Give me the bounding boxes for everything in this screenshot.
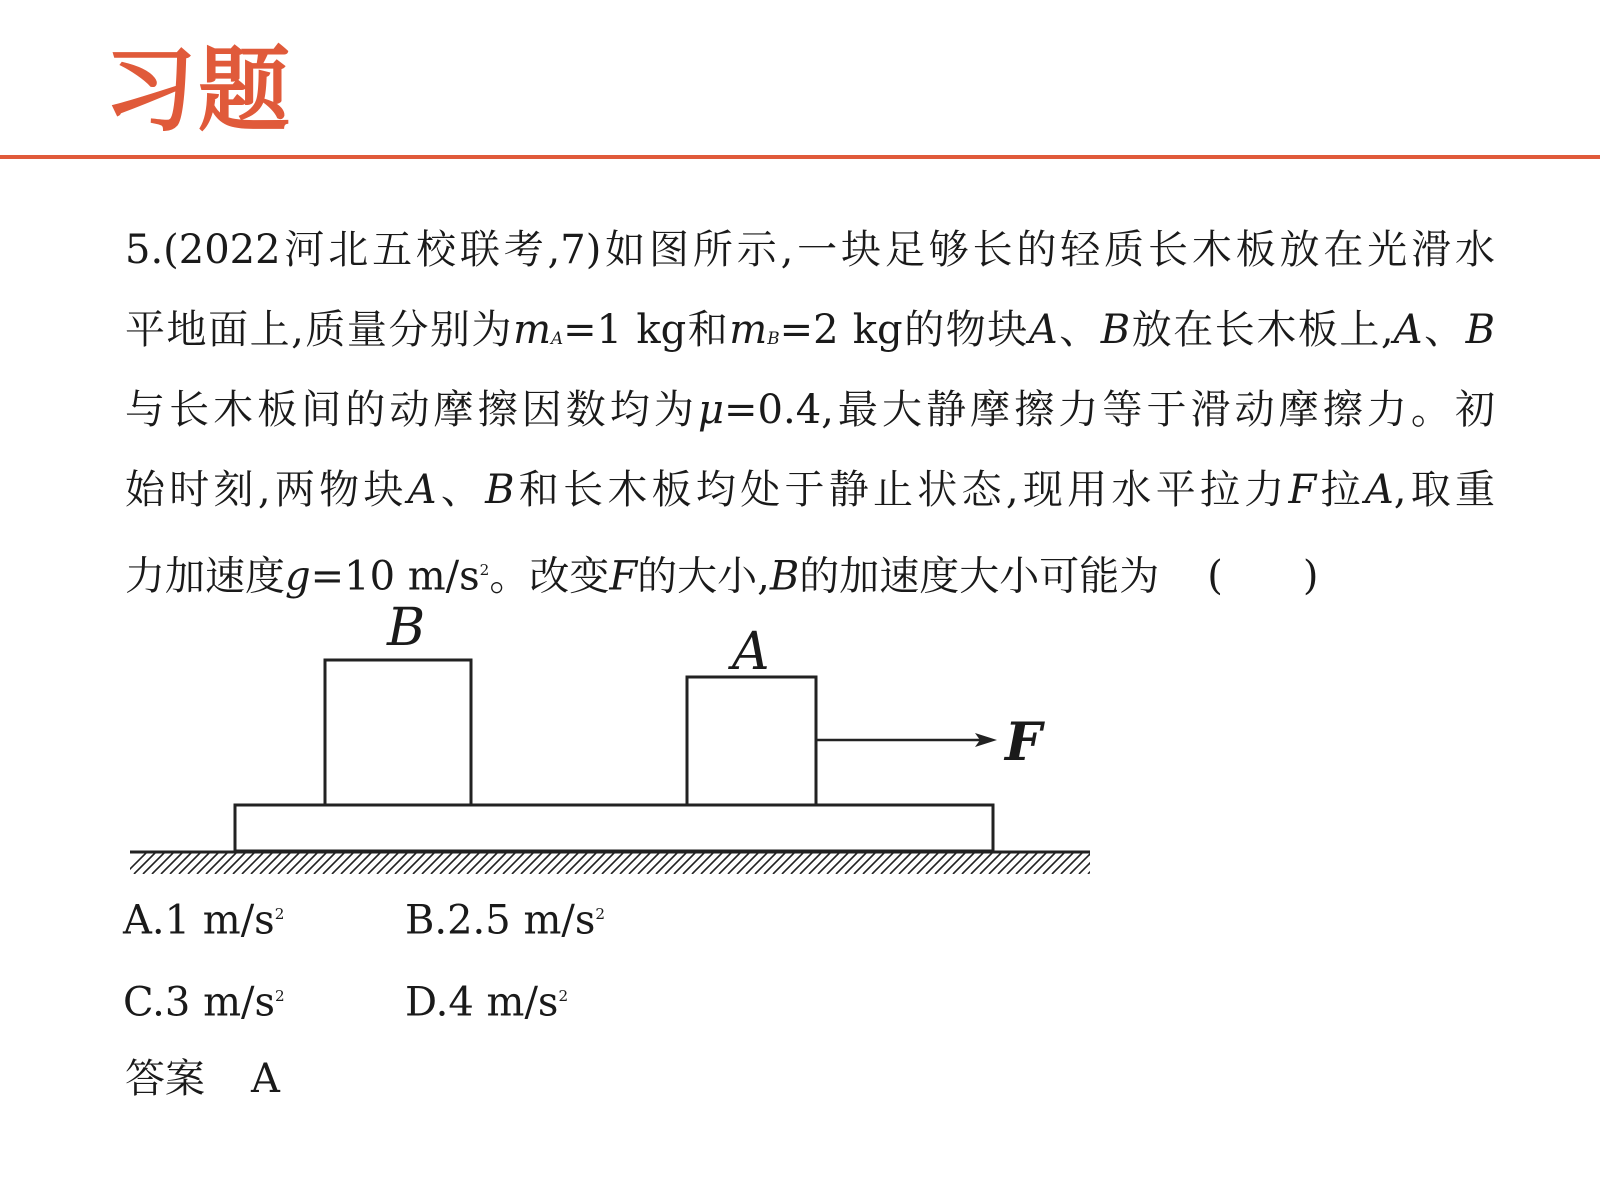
hatch-stroke <box>881 852 903 874</box>
option-letter: D. <box>405 979 449 1026</box>
physics-diagram <box>125 590 1105 890</box>
answer-line <box>125 1055 280 1103</box>
hatch-stroke <box>161 852 183 874</box>
hatch-stroke <box>593 852 615 874</box>
question-text <box>125 210 1495 610</box>
text-segment: 、 <box>436 467 486 513</box>
long-board <box>235 805 993 851</box>
answer-value: A <box>251 1056 280 1102</box>
hatch-stroke <box>233 852 255 874</box>
mass-subscript-b: B <box>767 327 780 348</box>
hatch-stroke <box>638 852 660 874</box>
exponent: 2 <box>275 987 285 1005</box>
hatch-stroke <box>989 852 1011 874</box>
hatch-stroke <box>512 852 534 874</box>
hatch-stroke <box>683 852 705 874</box>
hatch-stroke <box>710 852 732 874</box>
hatch-stroke <box>386 852 408 874</box>
hatch-stroke <box>395 852 417 874</box>
option-d <box>405 972 568 1026</box>
hatch-stroke <box>764 852 786 874</box>
hatch-stroke <box>1070 852 1092 874</box>
option-letter: A. <box>123 897 165 944</box>
hatch-stroke <box>197 852 219 874</box>
text-segment: 力加速度 <box>125 553 285 600</box>
option-value: 1 m/s <box>164 897 275 944</box>
variable-b: B <box>1465 307 1496 353</box>
block-b <box>325 660 471 805</box>
hatch-stroke <box>692 852 714 874</box>
exponent: 2 <box>274 905 285 923</box>
text-segment: 、 <box>1057 307 1101 353</box>
hatch-stroke <box>629 852 651 874</box>
hatch-stroke <box>476 852 498 874</box>
hatch-stroke <box>575 852 597 874</box>
hatch-stroke <box>1052 852 1074 874</box>
question-line-4 <box>125 450 1495 530</box>
option-value: 2.5 m/s <box>447 897 596 944</box>
text-segment: 。改变 <box>489 553 610 600</box>
hatch-stroke <box>503 852 525 874</box>
exponent: 2 <box>558 987 569 1005</box>
variable-a: A <box>1028 307 1058 353</box>
hatch-stroke <box>674 852 696 874</box>
text-segment: ,取重 <box>1393 467 1496 513</box>
hatch-stroke <box>485 852 507 874</box>
hatch-stroke <box>854 852 876 874</box>
hatch-stroke <box>782 852 804 874</box>
text-segment: 的加速度大小可能为 <box>799 553 1160 600</box>
hatch-stroke <box>170 852 192 874</box>
hatch-stroke <box>800 852 822 874</box>
hatch-stroke <box>269 852 291 874</box>
text-segment: =1 kg和 <box>563 307 730 353</box>
question-line-3 <box>125 370 1495 450</box>
hatch-stroke <box>1025 852 1047 874</box>
text-segment: =2 kg的物块 <box>779 307 1029 353</box>
force-symbol: F <box>1288 467 1317 513</box>
hatch-stroke <box>926 852 948 874</box>
hatch-stroke <box>809 852 831 874</box>
mass-symbol-a: m <box>513 307 552 353</box>
hatch-stroke <box>260 852 282 874</box>
hatch-stroke <box>422 852 444 874</box>
hatch-stroke <box>737 852 759 874</box>
hatch-stroke <box>971 852 993 874</box>
question-line-1: 5.(2022河北五校联考,7)如图所示,一块足够长的轻质长木板放在光滑水 <box>125 227 1495 273</box>
hatch-stroke <box>728 852 750 874</box>
hatch-stroke <box>602 852 624 874</box>
hatch-stroke <box>1034 852 1056 874</box>
text-segment: 放在长木板上, <box>1130 307 1394 353</box>
hatch-stroke <box>530 852 552 874</box>
gravity-symbol: g <box>285 553 311 600</box>
hatch-stroke <box>521 852 543 874</box>
variable-a: A <box>1364 467 1394 513</box>
hatch-stroke <box>872 852 894 874</box>
hatch-stroke <box>323 852 345 874</box>
hatch-stroke <box>557 852 579 874</box>
hatch-stroke <box>278 852 300 874</box>
hatch-stroke <box>755 852 777 874</box>
hatch-stroke <box>836 852 858 874</box>
hatch-stroke <box>494 852 516 874</box>
hatch-stroke <box>341 852 363 874</box>
hatch-stroke <box>584 852 606 874</box>
option-letter: C. <box>123 979 165 1026</box>
hatch-stroke <box>980 852 1002 874</box>
hatch-stroke <box>665 852 687 874</box>
hatch-stroke <box>152 852 174 874</box>
hatch-stroke <box>332 852 354 874</box>
answer-blank-parentheses: ( ) <box>1207 553 1319 600</box>
variable-a: A <box>407 467 437 513</box>
title-divider <box>0 155 1600 159</box>
hatch-stroke <box>188 852 210 874</box>
friction-coefficient-symbol: μ <box>698 387 725 433</box>
option-letter: B. <box>405 897 448 944</box>
hatch-stroke <box>305 852 327 874</box>
ground-hatching <box>125 852 1105 874</box>
hatch-stroke <box>908 852 930 874</box>
hatch-stroke <box>467 852 489 874</box>
hatch-stroke <box>134 852 156 874</box>
hatch-stroke <box>224 852 246 874</box>
hatch-stroke <box>359 852 381 874</box>
hatch-stroke <box>143 852 165 874</box>
text-segment: 始时刻,两物块 <box>125 467 408 513</box>
hatch-stroke <box>944 852 966 874</box>
variable-a: A <box>1393 307 1423 353</box>
hatch-stroke <box>1061 852 1083 874</box>
hatch-stroke <box>431 852 453 874</box>
variable-b: B <box>769 553 800 600</box>
hatch-stroke <box>818 852 840 874</box>
hatch-stroke <box>251 852 273 874</box>
hatch-stroke <box>350 852 372 874</box>
hatch-stroke <box>458 852 480 874</box>
force-symbol: F <box>609 553 638 600</box>
exponent: 2 <box>479 561 490 579</box>
hatch-stroke <box>620 852 642 874</box>
hatch-stroke <box>242 852 264 874</box>
hatch-stroke <box>890 852 912 874</box>
hatch-stroke <box>1043 852 1065 874</box>
hatch-stroke <box>206 852 228 874</box>
text-segment: 拉 <box>1316 467 1365 513</box>
variable-b: B <box>1100 307 1131 353</box>
hatch-stroke <box>845 852 867 874</box>
hatch-stroke <box>953 852 975 874</box>
hatch-stroke <box>440 852 462 874</box>
hatch-stroke <box>296 852 318 874</box>
hatch-stroke <box>413 852 435 874</box>
question-line-2 <box>125 290 1495 370</box>
hatch-stroke <box>935 852 957 874</box>
variable-b: B <box>485 467 515 513</box>
hatch-stroke <box>1088 852 1105 874</box>
hatch-stroke <box>1016 852 1038 874</box>
exponent: 2 <box>595 905 606 923</box>
hatch-stroke <box>647 852 669 874</box>
option-value: 4 m/s <box>448 979 559 1026</box>
hatch-stroke <box>656 852 678 874</box>
hatch-stroke <box>368 852 390 874</box>
hatch-stroke <box>899 852 921 874</box>
answer-label: 答案 <box>125 1056 205 1102</box>
hatch-stroke <box>314 852 336 874</box>
hatch-stroke <box>377 852 399 874</box>
text-segment: 和长木板均处于静止状态,现用水平拉力 <box>514 467 1289 513</box>
text-segment: 的大小, <box>637 553 770 600</box>
text-segment: 与长木板间的动摩擦因数均为 <box>125 387 699 433</box>
option-c <box>123 972 285 1026</box>
hatch-stroke <box>611 852 633 874</box>
hatch-stroke <box>287 852 309 874</box>
hatch-stroke <box>215 852 237 874</box>
hatch-stroke <box>917 852 939 874</box>
hatch-stroke <box>179 852 201 874</box>
text-segment: =0.4,最大静摩擦力等于滑动摩擦力。初 <box>724 387 1496 433</box>
hatch-stroke <box>1007 852 1029 874</box>
hatch-stroke <box>773 852 795 874</box>
text-segment: 平地面上,质量分别为 <box>125 307 514 353</box>
mass-symbol-b: m <box>729 307 768 353</box>
hatch-stroke <box>1097 852 1105 874</box>
hatch-stroke <box>998 852 1020 874</box>
hatch-stroke <box>449 852 471 874</box>
hatch-stroke <box>539 852 561 874</box>
hatch-stroke <box>827 852 849 874</box>
hatch-stroke <box>719 852 741 874</box>
hatch-stroke <box>566 852 588 874</box>
label-f: F <box>1005 712 1042 773</box>
page-title: 习题 <box>104 37 293 144</box>
label-b: B <box>387 598 426 658</box>
hatch-stroke <box>962 852 984 874</box>
hatch-stroke <box>125 852 147 874</box>
option-b <box>405 890 605 944</box>
block-a <box>687 677 816 805</box>
hatch-stroke <box>863 852 885 874</box>
hatch-stroke <box>701 852 723 874</box>
mass-subscript-a: A <box>551 327 564 348</box>
label-a: A <box>732 622 770 682</box>
text-segment: 、 <box>1422 307 1466 353</box>
option-a <box>123 890 284 944</box>
option-value: 3 m/s <box>164 979 276 1026</box>
hatch-stroke <box>791 852 813 874</box>
hatch-stroke <box>404 852 426 874</box>
hatch-stroke <box>548 852 570 874</box>
hatch-stroke <box>1079 852 1101 874</box>
hatch-stroke <box>746 852 768 874</box>
text-segment: =10 m/s <box>310 553 480 600</box>
